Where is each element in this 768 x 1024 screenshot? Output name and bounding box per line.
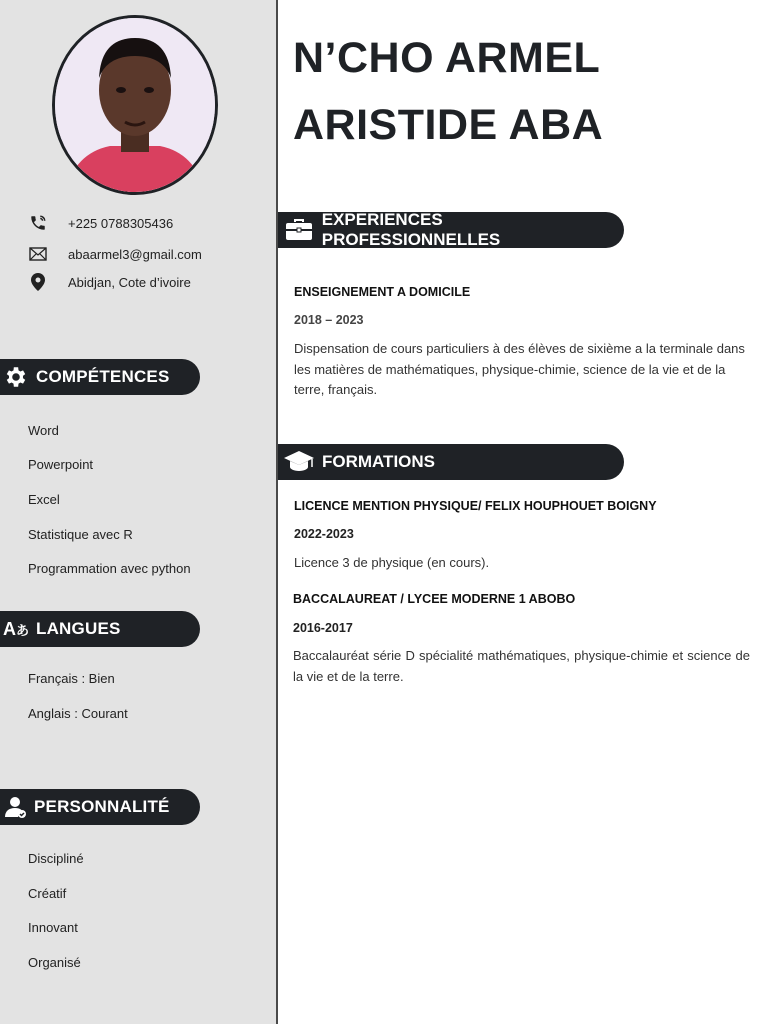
contact-email xyxy=(28,245,202,263)
skill-item: Powerpoint xyxy=(28,457,94,472)
phone-icon xyxy=(28,214,48,232)
education-description: Licence 3 de physique (en cours). xyxy=(294,555,490,570)
experience-header xyxy=(278,212,624,248)
graduation-cap-icon xyxy=(278,447,320,477)
experience-title: EXPERIENCES PROFESSIONNELLES xyxy=(321,210,501,249)
skills-header xyxy=(0,359,200,395)
name-line-1: N’CHO ARMEL xyxy=(293,34,601,82)
email-icon xyxy=(28,245,48,263)
personality-header xyxy=(0,789,200,825)
location-text: Abidjan, Cote d’ivoire xyxy=(68,274,191,290)
personality-item: Discipliné xyxy=(28,851,84,866)
experience-description: Dispensation de cours particuliers à des élèves de sixième a la terminale dans les matières de mathématiques, physique-chimie, science de la vie et de la terre, français. xyxy=(294,341,745,397)
skill-item: Statistique avec R xyxy=(28,527,133,542)
education-description: Baccalauréat série D spécialité mathématiques, physique-chimie et science de la vie et de la terre. xyxy=(293,648,750,684)
language-item: Anglais : Courant xyxy=(28,706,128,721)
education-degree: LICENCE MENTION PHYSIQUE/ FELIX HOUPHOUET BOIGNY xyxy=(294,499,657,513)
contact-location xyxy=(28,273,191,291)
name-line-2: ARISTIDE ABA xyxy=(293,101,604,149)
education-title: FORMATIONS xyxy=(322,452,436,471)
skill-item: Excel xyxy=(28,492,60,507)
education-period: 2022-2023 xyxy=(294,527,354,541)
location-pin-icon xyxy=(28,273,48,291)
phone-text: +225 0788305436 xyxy=(68,215,174,231)
education-degree: BACCALAUREAT / LYCEE MODERNE 1 ABOBO xyxy=(293,592,576,606)
language-item: Français : Bien xyxy=(28,671,115,686)
translate-icon: A あ xyxy=(2,618,29,639)
profile-photo xyxy=(52,15,218,195)
personality-title: PERSONNALITÉ xyxy=(34,797,170,816)
skills-title: COMPÉTENCES xyxy=(36,367,170,386)
personality-item: Innovant xyxy=(28,920,78,935)
briefcase-icon xyxy=(278,215,320,245)
personality-item: Organisé xyxy=(28,955,81,970)
skill-item: Programmation avec python xyxy=(28,561,191,576)
education-period: 2016-2017 xyxy=(293,621,353,635)
column-divider xyxy=(276,0,278,1024)
gear-icon xyxy=(0,362,32,392)
contact-phone xyxy=(28,214,173,232)
experience-role: ENSEIGNEMENT A DOMICILE xyxy=(294,285,471,299)
languages-header xyxy=(0,611,200,647)
skill-item: Word xyxy=(28,423,59,438)
email-text: abaarmel3@gmail.com xyxy=(68,246,202,262)
user-check-icon xyxy=(0,792,32,822)
personality-item: Créatif xyxy=(28,886,67,901)
languages-title: LANGUES xyxy=(36,619,121,638)
experience-period: 2018 – 2023 xyxy=(294,313,364,327)
education-header xyxy=(278,444,624,480)
